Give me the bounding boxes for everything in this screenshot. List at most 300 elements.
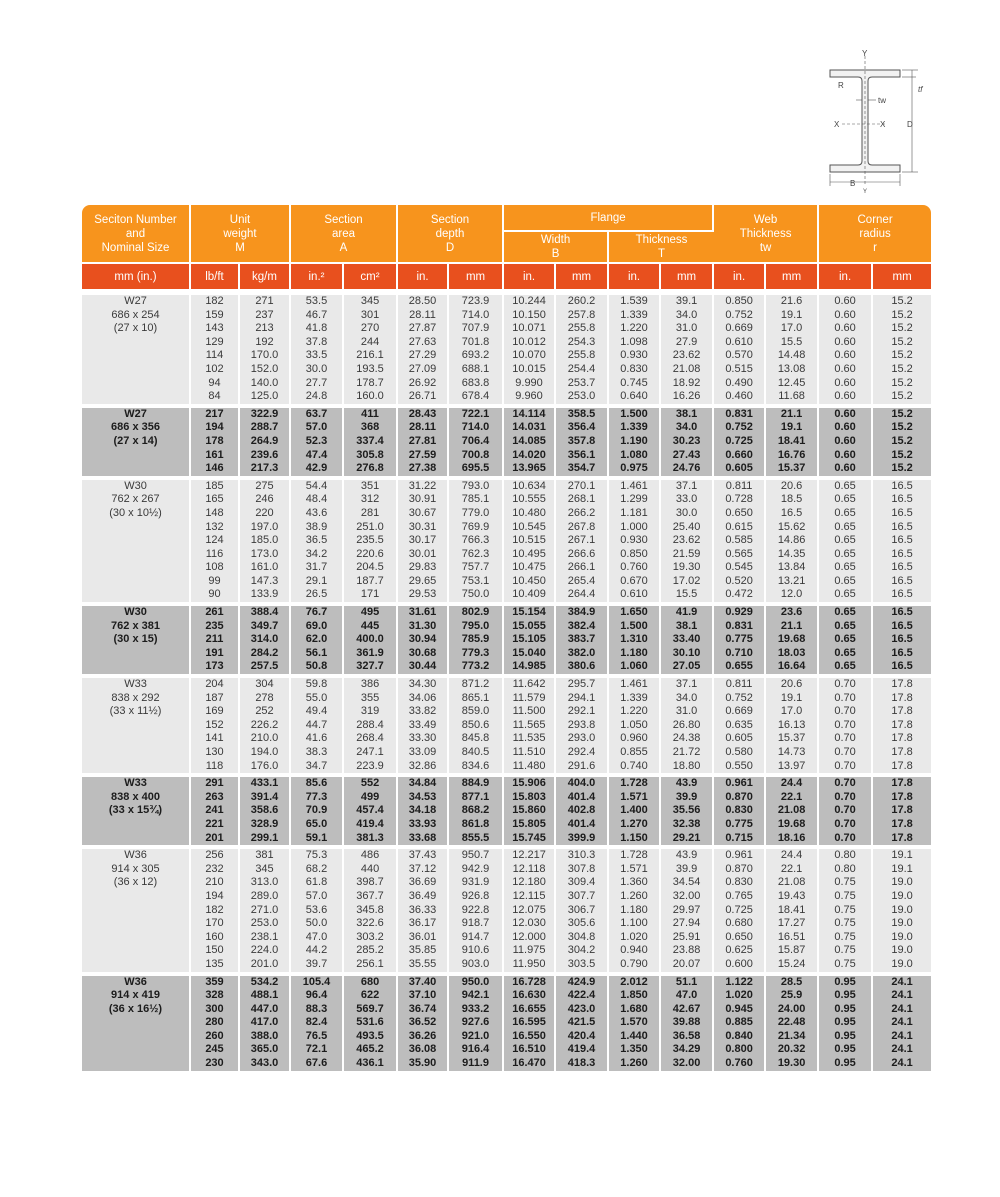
table-value: 125.0 (250, 390, 279, 403)
table-value: 232 (205, 862, 224, 875)
table-value: 0.830 (620, 362, 648, 375)
table-value: 1.270 (620, 817, 648, 830)
table-value: 67.6 (305, 1057, 328, 1070)
table-value: 211 (205, 633, 224, 646)
section-designation (82, 606, 191, 674)
value-column-cell (714, 480, 766, 602)
table-value: 1.339 (620, 308, 648, 321)
table-value: 1.500 (620, 619, 648, 632)
table-value: 30.01 (408, 547, 437, 560)
table-value: 24.1 (891, 1043, 913, 1056)
section-designation-line: W36 (124, 975, 147, 988)
table-value: 358.6 (250, 804, 279, 817)
table-value: 17.8 (891, 705, 913, 718)
table-value: 1.850 (620, 989, 648, 1002)
table-value: 210 (205, 876, 224, 889)
table-value: 15.37 (777, 462, 806, 475)
table-value: 178.7 (356, 376, 384, 389)
table-value: 401.4 (567, 817, 596, 830)
table-value: 28.43 (408, 407, 437, 420)
table-value: 11.565 (512, 718, 546, 731)
table-value: 19.68 (777, 633, 806, 646)
unit-cell: in. (609, 262, 661, 289)
table-value: 146 (205, 462, 224, 475)
table-value: 683.8 (461, 376, 490, 389)
table-value: 24.00 (777, 1002, 806, 1015)
diagram-label-y: Y (862, 49, 868, 58)
table-value: 135 (205, 957, 224, 970)
table-value: 16.655 (512, 1002, 546, 1015)
table-value: 169 (205, 705, 224, 718)
table-value: 0.65 (834, 574, 856, 587)
value-column-cell (873, 295, 931, 404)
table-value: 182 (205, 903, 224, 916)
table-value: 15.2 (891, 335, 913, 348)
table-value: 178 (205, 434, 224, 447)
section-designation (82, 678, 191, 773)
table-value: 0.929 (725, 606, 753, 619)
value-column-cell (714, 849, 766, 971)
table-value: 217.3 (250, 462, 279, 475)
table-value: 0.570 (725, 349, 753, 362)
table-value: 16.5 (891, 561, 913, 574)
table-value: 27.05 (672, 660, 701, 673)
table-value: 0.660 (725, 448, 753, 461)
table-value: 0.760 (620, 561, 648, 574)
value-column-cell (766, 849, 819, 971)
table-value: 24.8 (305, 390, 328, 403)
table-value: 16.550 (512, 1029, 546, 1042)
table-value: 354.7 (567, 462, 596, 475)
section-designation-line: (27 x 10) (113, 322, 158, 335)
table-value: 0.70 (834, 691, 856, 704)
table-value: 270.1 (567, 479, 596, 492)
table-value: 237 (255, 308, 274, 321)
value-column-cell (191, 976, 240, 1071)
table-value: 380.6 (567, 660, 596, 673)
table-value: 31.0 (675, 322, 698, 335)
section-designation-line: 686 x 356 (111, 421, 160, 434)
table-value: 305.6 (567, 917, 596, 930)
diagram-label-tw: tw (878, 96, 886, 105)
table-value: 0.728 (725, 493, 753, 506)
table-value: 51.1 (675, 975, 698, 988)
table-value: 17.8 (891, 718, 913, 731)
table-value: 1.260 (620, 1057, 648, 1070)
table-value: 143 (205, 322, 224, 335)
table-value: 423.0 (567, 1002, 596, 1015)
table-value: 17.8 (891, 804, 913, 817)
table-value: 12.45 (777, 376, 806, 389)
table-value: 0.580 (725, 746, 753, 758)
table-value: 12.0 (780, 588, 803, 601)
table-value: 10.015 (512, 362, 546, 375)
table-value: 33.5 (305, 349, 328, 362)
table-value: 34.0 (675, 308, 698, 321)
table-value: 779.0 (461, 506, 490, 519)
value-column-cell (344, 976, 398, 1071)
table-value: 280 (205, 1016, 224, 1029)
table-value: 37.10 (408, 989, 437, 1002)
table-value: 15.2 (891, 407, 913, 420)
table-value: 20.07 (672, 957, 701, 970)
table-value: 0.60 (834, 407, 856, 420)
table-value: 29.65 (408, 574, 437, 587)
table-value: 0.775 (725, 817, 753, 830)
table-value: 388.0 (250, 1029, 279, 1042)
value-column-cell (344, 849, 398, 971)
table-value: 0.605 (725, 462, 753, 475)
table-value: 187.7 (356, 574, 384, 587)
table-value: 33.68 (408, 831, 437, 844)
table-value: 10.409 (512, 588, 546, 601)
value-column-cell (449, 976, 504, 1071)
table-value: 0.60 (834, 421, 856, 434)
table-value: 0.745 (620, 376, 648, 389)
table-value: 9.990 (515, 376, 543, 389)
table-value: 47.4 (305, 448, 328, 461)
table-value: 19.1 (780, 421, 803, 434)
table-value: 36.52 (408, 1016, 437, 1029)
table-value: 17.8 (891, 691, 913, 704)
value-column-cell (873, 678, 931, 773)
table-value: 1.190 (620, 434, 648, 447)
table-value: 152 (205, 718, 224, 731)
table-value: 0.752 (725, 308, 753, 321)
table-value: 150 (205, 944, 224, 957)
table-value: 263 (205, 790, 224, 803)
table-value: 27.9 (675, 335, 698, 348)
table-value: 15.2 (891, 349, 913, 362)
value-column-cell (819, 408, 873, 476)
value-column-cell (556, 606, 609, 674)
table-value: 0.75 (834, 903, 856, 916)
table-value: 65.0 (305, 817, 328, 830)
table-value: 859.0 (461, 705, 490, 718)
table-value: 16.76 (777, 448, 806, 461)
table-value: 1.571 (620, 790, 648, 803)
diagram-label-d: D (907, 120, 913, 129)
table-value: 77.3 (305, 790, 328, 803)
table-value: 436.1 (356, 1057, 384, 1070)
table-value: 34.53 (408, 790, 437, 803)
table-value: 21.1 (780, 407, 803, 420)
table-value: 0.65 (834, 646, 856, 659)
table-value: 76.5 (305, 1029, 328, 1042)
table-value: 16.5 (891, 493, 913, 506)
table-value: 152.0 (250, 362, 279, 375)
table-value: 173 (205, 660, 224, 673)
table-value: 27.87 (408, 322, 437, 335)
table-value: 34.2 (305, 547, 328, 560)
table-value: 12.115 (512, 889, 546, 902)
table-value: 1.020 (620, 930, 648, 943)
value-column-cell (714, 408, 766, 476)
table-value: 0.725 (725, 434, 753, 447)
table-value: 16.5 (891, 588, 913, 601)
table-value: 706.4 (461, 434, 490, 447)
table-value: 0.715 (725, 831, 753, 844)
table-value: 24.1 (891, 1057, 913, 1070)
table-value: 793.0 (461, 479, 490, 492)
table-value: 0.960 (620, 732, 648, 745)
table-value: 0.70 (834, 732, 856, 745)
table-value: 23.62 (672, 349, 701, 362)
table-value: 235.5 (356, 534, 384, 547)
table-value: 0.95 (834, 1043, 856, 1056)
table-value: 16.595 (512, 1016, 546, 1029)
table-value: 24.4 (780, 777, 803, 790)
section-group-row (82, 777, 931, 845)
value-column-cell (240, 606, 291, 674)
table-value: 56.1 (305, 646, 328, 659)
table-value: 785.1 (461, 493, 490, 506)
table-value: 204 (205, 678, 224, 691)
table-value: 15.805 (512, 817, 546, 830)
section-designation-line: W30 (124, 606, 147, 619)
table-value: 445 (360, 619, 380, 632)
unit-cell: mm (873, 262, 931, 289)
table-value: 16.5 (891, 574, 913, 587)
table-value: 19.1 (780, 691, 803, 704)
table-value: 28.5 (780, 975, 803, 988)
unit-cell: in.² (291, 262, 344, 289)
table-value: 0.60 (834, 390, 856, 403)
table-value: 266.2 (567, 506, 596, 519)
table-value: 72.1 (305, 1043, 328, 1056)
table-value: 11.642 (512, 678, 546, 691)
table-value: 33.30 (408, 732, 437, 745)
table-value: 0.940 (620, 944, 648, 957)
table-value: 0.70 (834, 777, 856, 790)
table-value: 239.6 (250, 448, 279, 461)
table-value: 24.1 (891, 1002, 913, 1015)
table-value: 1.220 (620, 705, 648, 718)
section-designation-line: 914 x 305 (111, 862, 160, 875)
table-value: 30.94 (408, 633, 437, 646)
table-value: 37.8 (305, 335, 328, 348)
table-value: 0.669 (725, 322, 753, 335)
table-value: 0.831 (725, 407, 753, 420)
table-value: 0.60 (834, 295, 856, 307)
table-value: 252 (255, 705, 274, 718)
table-value: 493.5 (356, 1029, 384, 1042)
table-value: 257.5 (250, 660, 279, 673)
table-value: 486 (360, 849, 380, 862)
table-value: 16.5 (891, 520, 913, 533)
section-designation-line: (27 x 14) (113, 434, 158, 447)
table-value: 148 (205, 506, 224, 519)
table-value: 16.5 (891, 633, 913, 646)
table-value: 19.0 (891, 876, 913, 889)
table-value: 306.7 (567, 903, 596, 916)
value-column-cell (609, 480, 661, 602)
table-value: 381.3 (356, 831, 384, 844)
table-value: 53.5 (305, 295, 328, 307)
table-value: 29.1 (305, 574, 328, 587)
table-value: 0.670 (620, 574, 648, 587)
table-value: 17.0 (780, 322, 803, 335)
section-designation-line: (30 x 10½) (109, 506, 162, 519)
table-value: 11.579 (512, 691, 546, 704)
table-value: 0.70 (834, 718, 856, 731)
table-value: 0.70 (834, 804, 856, 817)
table-value: 21.08 (672, 362, 701, 375)
table-value: 50.0 (305, 917, 328, 930)
table-value: 0.600 (725, 957, 753, 970)
diagram-label-y-bottom: Y (863, 189, 868, 194)
table-value: 14.985 (512, 660, 546, 673)
table-value: 14.48 (777, 349, 806, 362)
table-value: 0.70 (834, 790, 856, 803)
table-value: 1.680 (620, 1002, 648, 1015)
value-column-cell (398, 408, 449, 476)
table-value: 254.4 (567, 362, 596, 375)
value-column-cell (819, 777, 873, 845)
value-column-cell (556, 976, 609, 1071)
table-value: 108 (205, 561, 224, 574)
value-column-cell (449, 777, 504, 845)
table-value: 29.21 (672, 831, 701, 844)
value-column-cell (609, 777, 661, 845)
table-value: 391.4 (250, 790, 279, 803)
table-value: 284.2 (250, 646, 279, 659)
section-designation-line: W27 (124, 407, 147, 420)
table-value: 32.00 (672, 889, 701, 902)
table-value: 680 (360, 975, 380, 988)
table-value: 310.3 (567, 849, 596, 862)
table-value: 424.9 (567, 975, 596, 988)
header-web-thickness: Web Thickness tw (714, 205, 819, 262)
table-value: 356.4 (567, 421, 596, 434)
table-value: 693.2 (461, 349, 490, 362)
table-value: 0.669 (725, 705, 753, 718)
table-value: 1.360 (620, 876, 648, 889)
table-value: 942.1 (461, 989, 490, 1002)
table-value: 0.565 (725, 547, 753, 560)
table-value: 268.1 (567, 493, 596, 506)
table-value: 337.4 (356, 434, 384, 447)
table-value: 32.38 (672, 817, 701, 830)
table-value: 11.535 (512, 732, 546, 745)
table-value: 226.2 (250, 718, 279, 731)
table-value: 291 (205, 777, 224, 790)
table-value: 1.539 (620, 295, 648, 307)
table-value: 257.8 (567, 308, 596, 321)
value-column-cell (291, 678, 344, 773)
table-value: 15.2 (891, 448, 913, 461)
table-value: 34.06 (408, 691, 437, 704)
table-value: 0.775 (725, 633, 753, 646)
table-value: 11.950 (512, 957, 546, 970)
table-value: 921.0 (461, 1029, 490, 1042)
table-value: 34.18 (408, 804, 437, 817)
table-value: 20.32 (777, 1043, 806, 1056)
header-section-depth: Section depth D (398, 205, 504, 262)
value-column-cell (714, 678, 766, 773)
table-value: 266.6 (567, 547, 596, 560)
table-value: 0.60 (834, 335, 856, 348)
section-group-row (82, 295, 931, 404)
header-corner-radius: Corner radius r (819, 205, 931, 262)
table-value: 160.0 (356, 390, 384, 403)
table-value: 33.49 (408, 718, 437, 731)
table-value: 0.752 (725, 421, 753, 434)
table-value: 37.43 (408, 849, 437, 862)
table-value: 1.440 (620, 1029, 648, 1042)
table-value: 50.8 (305, 660, 328, 673)
table-value: 0.75 (834, 944, 856, 957)
table-value: 0.740 (620, 759, 648, 772)
table-value: 21.1 (780, 619, 803, 632)
table-value: 1.571 (620, 862, 648, 875)
table-value: 0.610 (620, 588, 648, 601)
table-value: 0.95 (834, 1057, 856, 1070)
table-value: 785.9 (461, 633, 490, 646)
value-column-cell (714, 606, 766, 674)
table-value: 85.6 (305, 777, 328, 790)
table-value: 0.515 (725, 362, 753, 375)
header-flange: Flange (504, 205, 714, 230)
table-value: 950.7 (461, 849, 490, 862)
table-value: 678.4 (461, 390, 490, 403)
table-value: 268.4 (356, 732, 384, 745)
table-value: 13.97 (777, 759, 806, 772)
unit-cell: kg/m (240, 262, 291, 289)
table-value: 10.475 (512, 561, 546, 574)
table-value: 933.2 (461, 1002, 490, 1015)
table-value: 253.0 (250, 917, 279, 930)
table-value: 132 (205, 520, 224, 533)
table-value: 0.472 (725, 588, 753, 601)
value-column-cell (240, 678, 291, 773)
table-value: 12.118 (512, 862, 546, 875)
table-value: 534.2 (250, 975, 279, 988)
table-value: 700.8 (461, 448, 490, 461)
table-value: 1.728 (620, 849, 648, 862)
value-column-cell (449, 849, 504, 971)
table-value: 19.0 (891, 917, 913, 930)
table-value: 15.154 (512, 606, 546, 619)
table-value: 33.0 (675, 493, 698, 506)
table-value: 0.550 (725, 759, 753, 772)
value-column-cell (449, 295, 504, 404)
table-value: 16.5 (891, 660, 913, 673)
section-designation (82, 976, 191, 1071)
table-value: 43.9 (675, 849, 698, 862)
table-value: 328 (205, 989, 224, 1002)
table-value: 0.635 (725, 718, 753, 731)
table-value: 21.59 (672, 547, 701, 560)
table-value: 13.965 (512, 462, 546, 475)
table-value: 15.37 (777, 732, 806, 745)
table-value: 18.41 (777, 434, 806, 447)
table-value: 15.906 (512, 777, 546, 790)
table-value: 0.95 (834, 1002, 856, 1015)
table-value: 307.8 (567, 862, 596, 875)
table-value: 176.0 (250, 759, 279, 772)
table-value: 275 (255, 479, 274, 492)
table-value: 21.08 (777, 876, 806, 889)
table-value: 0.945 (725, 1002, 753, 1015)
table-value: 26.80 (672, 718, 701, 731)
table-value: 0.60 (834, 308, 856, 321)
table-value: 247.1 (356, 746, 384, 758)
value-column-cell (344, 777, 398, 845)
table-value: 39.88 (672, 1016, 701, 1029)
table-value: 39.7 (305, 957, 328, 970)
table-value: 0.760 (725, 1057, 753, 1070)
